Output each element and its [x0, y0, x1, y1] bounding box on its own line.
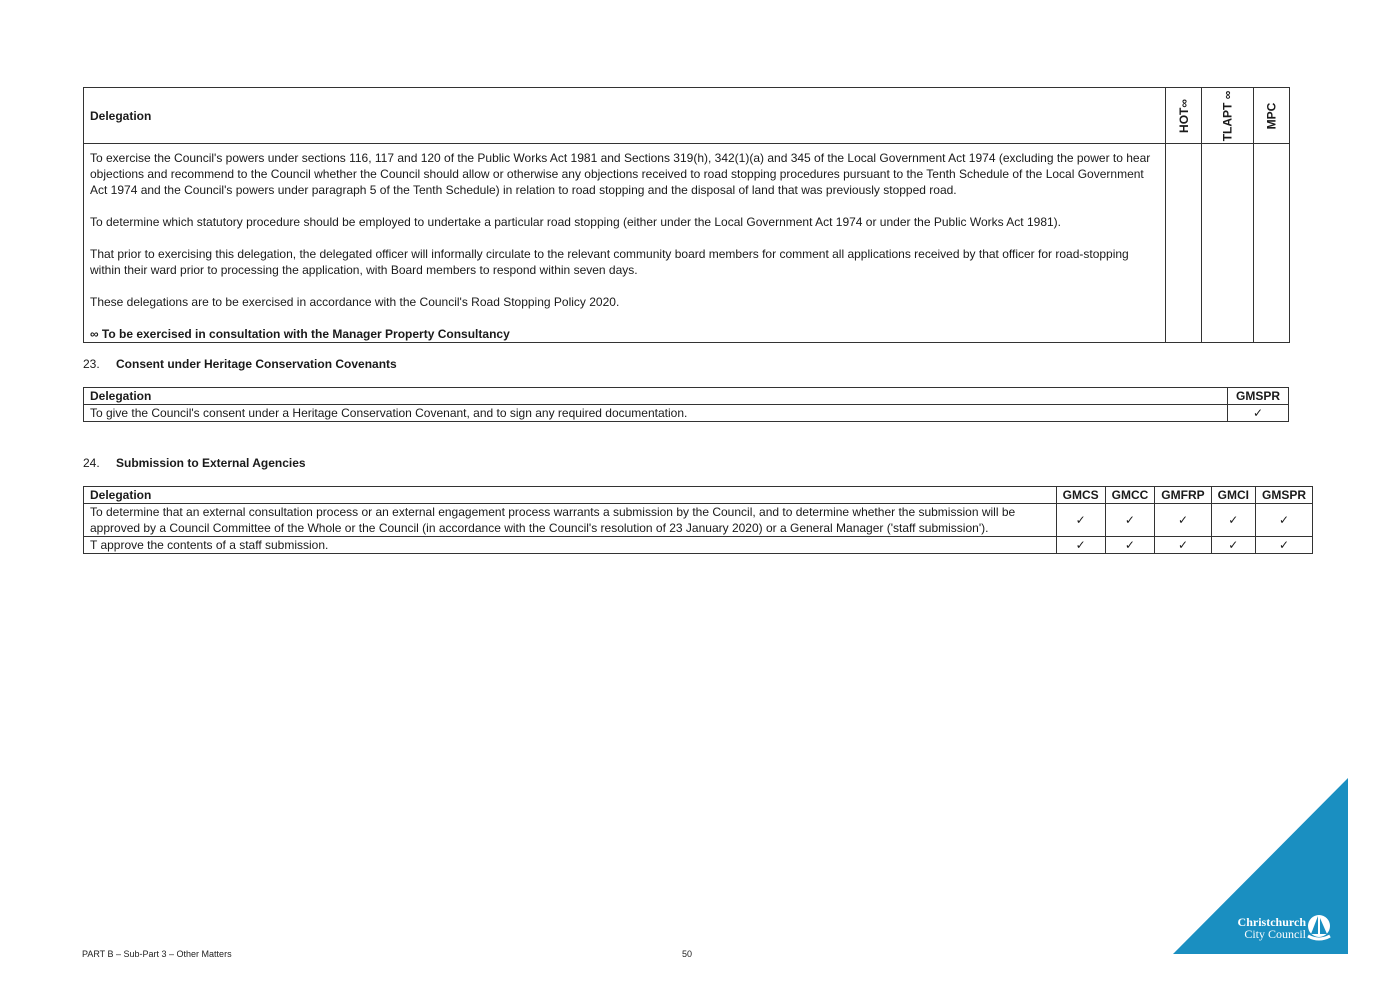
- col-gmspr: GMSPR: [1228, 388, 1289, 405]
- consultation-note: ∞ To be exercised in consultation with the Manager Property Consultancy: [90, 327, 510, 341]
- brand-wordmark: Christchurch City Council: [1237, 915, 1306, 941]
- tick-mark: ✓: [1255, 537, 1312, 554]
- delegation-paragraph: These delegations are to be exercised in accordance with the Council's Road Stopping Policy 2020.: [90, 295, 620, 309]
- tick-mark: ✓: [1255, 504, 1312, 537]
- col-gmfrp: GMFRP: [1155, 487, 1211, 504]
- col-hot: HOT∞: [1166, 88, 1202, 144]
- col-gmci: GMCI: [1211, 487, 1255, 504]
- tick-mark: ✓: [1155, 504, 1211, 537]
- tick-mark: ✓: [1056, 504, 1105, 537]
- delegation-body: [84, 144, 1166, 343]
- table-row: [84, 405, 1289, 422]
- delegation-text: To give the Council's consent under a Heritage Conservation Covenant, and to sign any required documentation.: [84, 405, 1228, 422]
- tick-mark: ✓: [1211, 537, 1255, 554]
- page-number: 50: [682, 949, 693, 959]
- tick-mark: ✓: [1056, 537, 1105, 554]
- delegation-paragraph: To exercise the Council's powers under sections 116, 117 and 120 of the Public Works Act 1981 and Sections 319(h), 342(1)(a) and 345 of the Local Government Act 1974 (excluding the power to hear objections and recommend to the Council whether the Council should allow or otherwise any objections received to road stopping procedures pursuant to the Tenth Schedule of the Local Government Act 1974 and the Council's powers under paragraph 5 of the Tenth Schedule) in relation to road stopping and the disposal of land that was previously stopped road.: [90, 151, 1151, 197]
- delegation-text: To determine that an external consultation process or an external engagement process warrants a submission by the Council, and to determine whether the submission will be approved by a Council Committee of the Whole or the Council (in accordance with the Council's resolution of 23 January 2020) or a General Manager ('staff submission').: [84, 504, 1057, 537]
- footer-section-label: PART B – Sub-Part 3 – Other Matters: [82, 949, 232, 959]
- tick-mark: ✓: [1105, 537, 1155, 554]
- delegation-header: Delegation: [84, 388, 1228, 405]
- cell-hot: [1166, 144, 1202, 343]
- tick-mark: ✓: [1228, 405, 1289, 422]
- section-23-heading: 23. Consent under Heritage Conservation Covenants: [83, 357, 397, 371]
- delegation-paragraph: To determine which statutory procedure should be employed to undertake a particular road stopping (either under the Local Government Act 1974 or under the Public Works Act 1981).: [90, 215, 1062, 229]
- tick-mark: ✓: [1105, 504, 1155, 537]
- col-mpc: MPC: [1254, 88, 1290, 144]
- tick-mark: ✓: [1155, 537, 1211, 554]
- col-tlapt: TLAPT ∞: [1202, 88, 1254, 144]
- col-gmcs: GMCS: [1056, 487, 1105, 504]
- col-gmcc: GMCC: [1105, 487, 1155, 504]
- delegation-header: Delegation: [84, 88, 1166, 144]
- delegation-header: Delegation: [84, 487, 1057, 504]
- tick-mark: ✓: [1211, 504, 1255, 537]
- external-submission-table: [83, 486, 1313, 554]
- col-gmspr: GMSPR: [1255, 487, 1312, 504]
- heritage-covenant-table: [83, 387, 1289, 422]
- cell-mpc: [1254, 144, 1290, 343]
- delegation-text: T approve the contents of a staff submission.: [84, 537, 1057, 554]
- delegation-paragraph: That prior to exercising this delegation, the delegated officer will informally circulate to the relevant community board members for comment all applications received by that officer for road-stopping within their ward prior to processing the application, with Board members to respond within seven days.: [90, 247, 1129, 277]
- road-stopping-delegation-table: [83, 87, 1290, 343]
- section-24-heading: 24. Submission to External Agencies: [83, 456, 306, 470]
- table-row: [84, 537, 1313, 554]
- cell-tlapt: [1202, 144, 1254, 343]
- table-row: [84, 504, 1313, 537]
